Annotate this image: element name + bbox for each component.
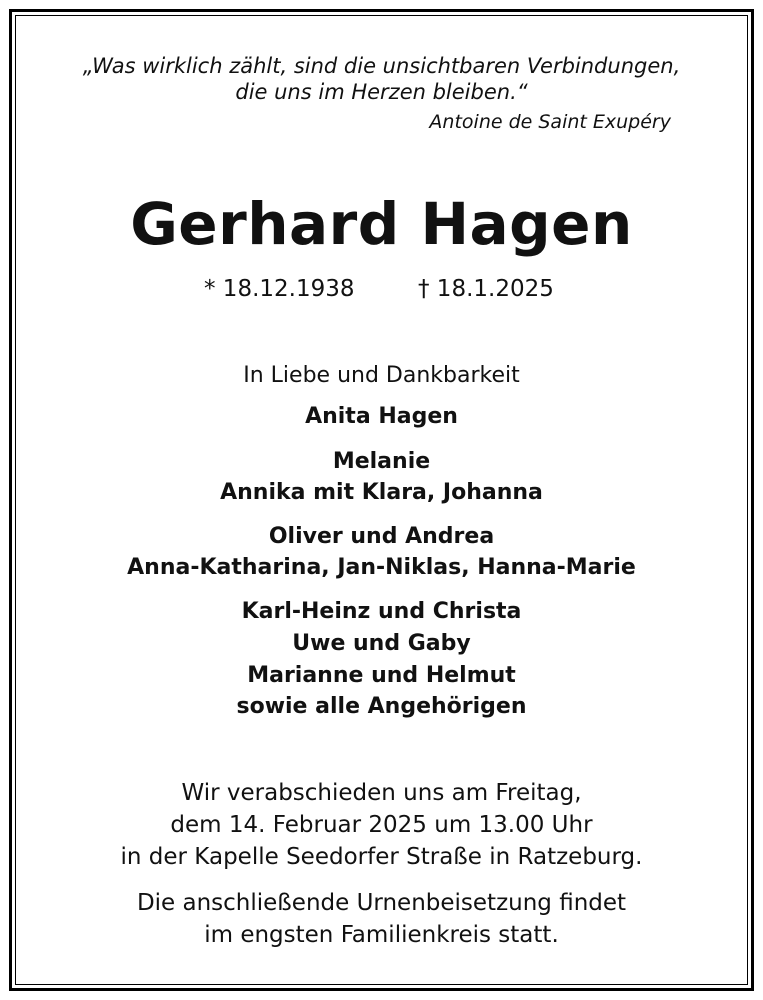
- quote-line-2: die uns im Herzen bleiben.“: [235, 80, 528, 104]
- quote-line-1: „Was wirklich zählt, sind die unsichtbaren Verbindungen,: [82, 54, 681, 78]
- burial-line: Die anschließende Urnenbeisetzung findet: [136, 890, 627, 916]
- service-line: dem 14. Februar 2025 um 13.00 Uhr: [170, 812, 593, 838]
- mourner-line: Anna-Katharina, Jan-Niklas, Hanna-Marie: [127, 555, 636, 580]
- mourner-line: Marianne und Helmut: [247, 663, 516, 688]
- mourner-line: Melanie: [332, 449, 431, 474]
- mourner-line: Oliver und Andrea: [268, 524, 495, 549]
- death-date: † 18.1.2025: [418, 276, 554, 302]
- birth-date: * 18.12.1938: [204, 276, 355, 302]
- mourner-line: sowie alle Angehörigen: [236, 694, 527, 719]
- mourner-line: Uwe und Gaby: [292, 631, 471, 656]
- mourner-line: Karl-Heinz und Christa: [241, 599, 522, 624]
- mourner-line: Annika mit Klara, Johanna: [220, 480, 543, 505]
- service-line: in der Kapelle Seedorfer Straße in Ratzeburg.: [120, 844, 643, 870]
- service-line: Wir verabschieden uns am Freitag,: [181, 780, 582, 806]
- burial-line: im engsten Familienkreis statt.: [204, 922, 559, 948]
- intro-text: In Liebe und Dankbarkeit: [243, 363, 520, 388]
- mourner-line: Anita Hagen: [305, 404, 458, 429]
- quote-author: Antoine de Saint Exupéry: [429, 111, 671, 133]
- deceased-name: Gerhard Hagen: [130, 190, 633, 258]
